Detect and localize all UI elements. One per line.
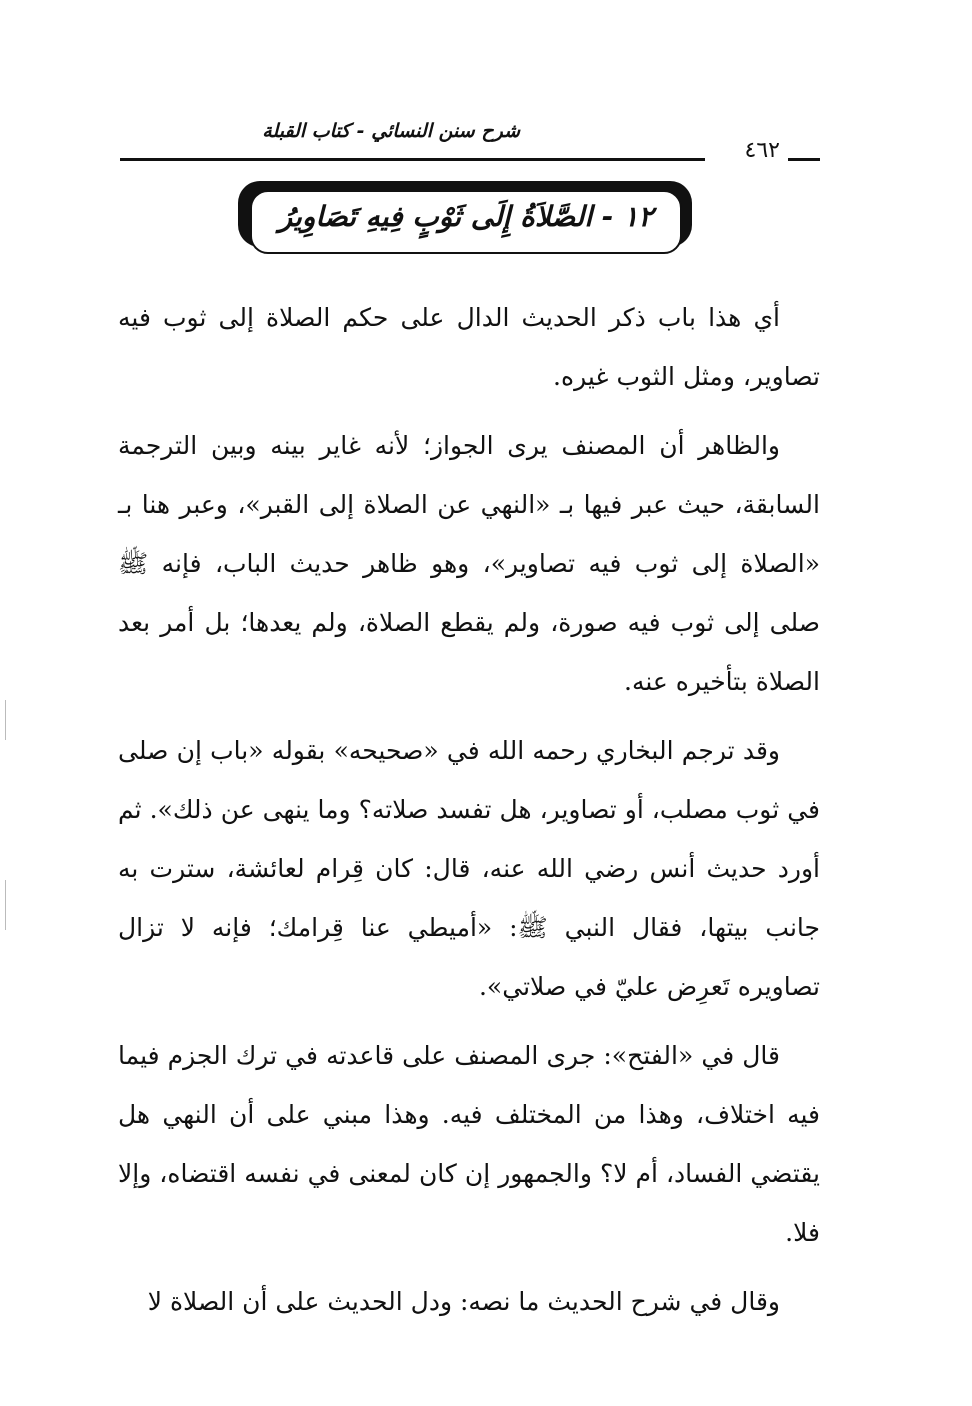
chapter-title: ١٢ - الصَّلاَةُ إِلَى ثَوْبٍ فِيهِ تَصَاوِيرُ <box>278 200 654 233</box>
chapter-heading-box <box>250 190 682 254</box>
paragraph: والظاهر أن المصنف يرى الجواز؛ لأنه غاير بينه وبين الترجمة السابقة، حيث عبر فيها بـ «النهي عن الصلاة إلى القبر»، وعبر هنا بـ «الصلاة إلى ثوب فيه تصاوير»، وهو ظاهر حديث الباب، فإنه ﷺ صلى إلى ثوب فيه صورة، ولم يقطع الصلاة، ولم يعدها؛ بل أمر بعد الصلاة بتأخيره عنه. <box>118 431 820 696</box>
paragraph: وقال في شرح الحديث ما نصه: ودل الحديث على أن الصلاة لا <box>147 1287 780 1316</box>
running-header <box>118 120 820 163</box>
header-rule <box>120 158 705 161</box>
margin-mark <box>5 700 6 740</box>
page-number: ٤٦٢ <box>744 138 780 163</box>
paragraph: قال في «الفتح»: جرى المصنف على قاعدته في ترك الجزم فيما فيه اختلاف، وهذا من المختلف فيه. وهذا مبني على أن النهي هل يقتضي الفساد، أم لا؟ والجمهور إن كان لمعنى في نفسه اقتضاه، وإلا فلا. <box>118 1041 820 1247</box>
running-title: شرح سنن النسائي - كتاب القبلة <box>262 120 520 142</box>
paragraph: وقد ترجم البخاري رحمه الله في «صحيحه» بقوله «باب إن صلى في ثوب مصلب، أو تصاوير، هل تفسد صلاته؟ وما ينهى عن ذلك». ثم أورد حديث أنس رضي الله عنه، قال: كان قِرام لعائشة، سترت به جانب بيتها، فقال النبي ﷺ: «أميطي عنا قِرامك؛ فإنه لا تزال تصاويره تَعرِض عليّ في صلاتي». <box>118 736 820 1001</box>
body-text <box>118 288 820 1341</box>
margin-mark <box>5 880 6 930</box>
paragraph: أي هذا باب ذكر الحديث الدال على حكم الصلاة إلى ثوب فيه تصاوير، ومثل الثوب غيره. <box>118 303 820 391</box>
header-rule-short <box>788 158 820 161</box>
